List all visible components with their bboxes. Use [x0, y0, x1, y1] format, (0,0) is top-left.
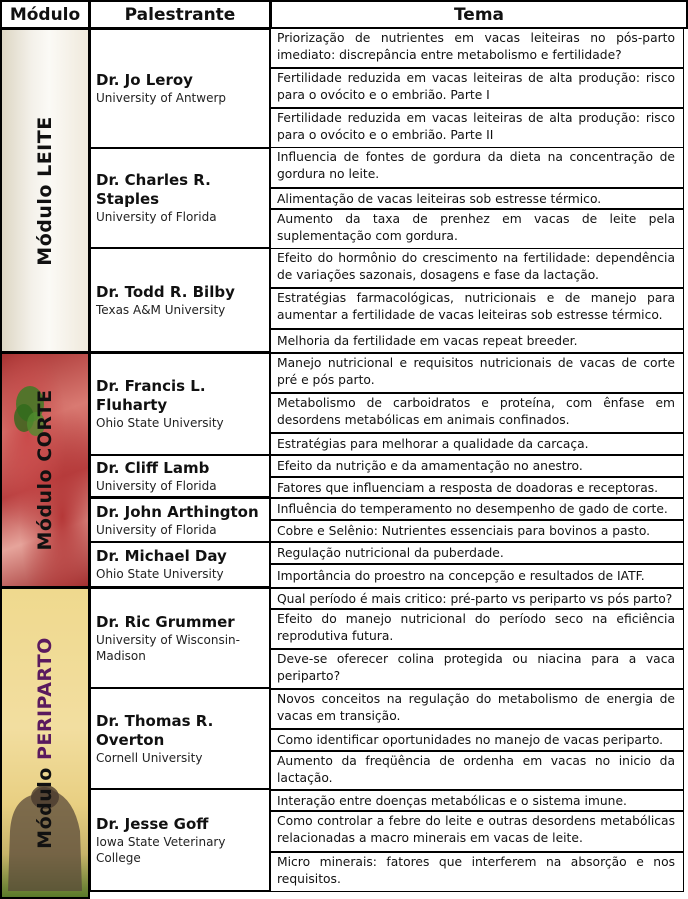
topic-cell: Priorização de nutrientes em vacas leiteiras no pós-parto imediato: discrepância entre metabolismo e fertilidade? [270, 28, 684, 68]
topic-cell: Regulação nutricional da puberdade. [270, 542, 684, 564]
topic-cell: Importância do proestro na concepção e resultados de IATF. [270, 564, 684, 588]
speaker-name: Dr. Ric Grummer [96, 612, 235, 631]
speaker-cell [89, 352, 271, 456]
topic-cell: Metabolismo de carboidratos e proteína, com ênfase em desordens metabólicas em animais confinados. [270, 393, 684, 433]
speaker-name: Dr. Thomas R. Overton [96, 711, 214, 749]
speaker-university: Iowa State Veterinary College [96, 834, 226, 865]
topic-cell: Influência do temperamento no desempenho de gado de corte. [270, 498, 684, 520]
header-modulo: Módulo [0, 0, 90, 29]
speaker-cell [89, 454, 271, 498]
speaker-name: Dr. John Arthington [96, 502, 259, 521]
speaker-name: Dr. Jo Leroy [96, 71, 193, 89]
speaker-cell [89, 541, 271, 588]
speaker-name: Dr. Francis L. Fluharty [96, 377, 206, 414]
topic-cell: Fatores que influenciam a resposta de doadoras e receptoras. [270, 477, 684, 498]
topic-cell: Estratégias para melhorar a qualidade da carcaça. [270, 433, 684, 455]
module-periparto-label: Módulo PERIPARTO [34, 637, 56, 849]
speaker-cell [89, 687, 271, 790]
topic-cell: Alimentação de vacas leiteiras sob estresse térmico. [270, 188, 684, 209]
topic-cell: Estratégias farmacológicas, nutricionais e de manejo para aumentar a fertilidade de vacas leiteiras sob estresse térmico. [270, 288, 684, 329]
topic-cell: Influencia de fontes de gordura da dieta na concentração de gordura no leite. [270, 147, 684, 188]
topic-cell: Como controlar a febre do leite e outras desordens metabólicas relacionadas a macro minerais em vacas de leite. [270, 811, 684, 852]
speaker-cell [89, 497, 271, 543]
topic-cell: Aumento da freqüência de ordenha em vacas no inicio da lactação. [270, 751, 684, 790]
topic-cell: Manejo nutricional e requisitos nutricionais de vacas de corte pré e pós parto. [270, 353, 684, 393]
header-tema: Tema [270, 0, 688, 29]
module-leite-label: Módulo LEITE [34, 115, 56, 266]
module-corte [0, 352, 90, 588]
topic-cell: Cobre e Selênio: Nutrientes essenciais para bovinos a pasto. [270, 520, 684, 542]
speaker-university: University of Florida [96, 478, 217, 493]
speaker-university: University of Wisconsin-Madison [96, 632, 240, 663]
speaker-name: Dr. Todd R. Bilby [96, 282, 235, 301]
speaker-name: Dr. Charles R. Staples [96, 171, 211, 208]
module-corte-label: Módulo CORTE [34, 389, 56, 551]
topic-cell: Efeito do manejo nutricional do período seco na eficiência reprodutiva futura. [270, 609, 684, 649]
speaker-cell [89, 587, 271, 689]
speaker-university: Texas A&M University [96, 302, 226, 317]
topic-cell: Como identificar oportunidades no manejo de vacas periparto. [270, 729, 684, 751]
speaker-university: University of Florida [96, 210, 217, 224]
topic-cell: Fertilidade reduzida em vacas leiteiras de alta produção: risco para o ovócito e o embrião. Parte II [270, 108, 684, 149]
speaker-name: Dr. Jesse Goff [96, 814, 209, 833]
speaker-cell [89, 28, 271, 149]
topic-cell: Melhoria da fertilidade em vacas repeat breeder. [270, 329, 684, 353]
topic-cell: Efeito da nutrição e da amamentação no anestro. [270, 455, 684, 477]
speaker-university: Cornell University [96, 750, 203, 765]
topic-cell: Fertilidade reduzida em vacas leiteiras de alta produção: risco para o ovócito e o embrião. Parte I [270, 68, 684, 108]
topic-cell: Efeito do hormônio do crescimento na fertilidade: dependência de variações sazonais, dosagens e fase da lactação. [270, 248, 684, 288]
header-palestrante: Palestrante [89, 0, 271, 29]
topic-cell: Micro minerais: fatores que interferem na absorção e nos requisitos. [270, 852, 684, 892]
speaker-university: University of Florida [96, 522, 217, 537]
speaker-university: Ohio State University [96, 416, 224, 430]
speaker-cell [89, 147, 271, 249]
speaker-university: Ohio State University [96, 567, 224, 581]
topic-cell: Aumento da taxa de prenhez em vacas de leite pela suplementação com gordura. [270, 209, 684, 249]
speaker-cell [89, 788, 271, 892]
speaker-name: Dr. Cliff Lamb [96, 458, 210, 477]
module-leite [0, 28, 90, 353]
speaker-name: Dr. Michael Day [96, 547, 227, 565]
topic-cell: Novos conceitos na regulação do metabolismo de energia de vacas em transição. [270, 689, 684, 729]
topic-cell: Qual período é mais critico: pré-parto vs periparto vs pós parto? [270, 588, 684, 609]
speaker-university: University of Antwerp [96, 91, 226, 105]
topic-cell: Interação entre doenças metabólicas e o sistema imune. [270, 790, 684, 811]
topic-cell: Deve-se oferecer colina protegida ou niacina para a vaca periparto? [270, 649, 684, 689]
module-periparto [0, 587, 90, 899]
speaker-cell [89, 247, 271, 353]
